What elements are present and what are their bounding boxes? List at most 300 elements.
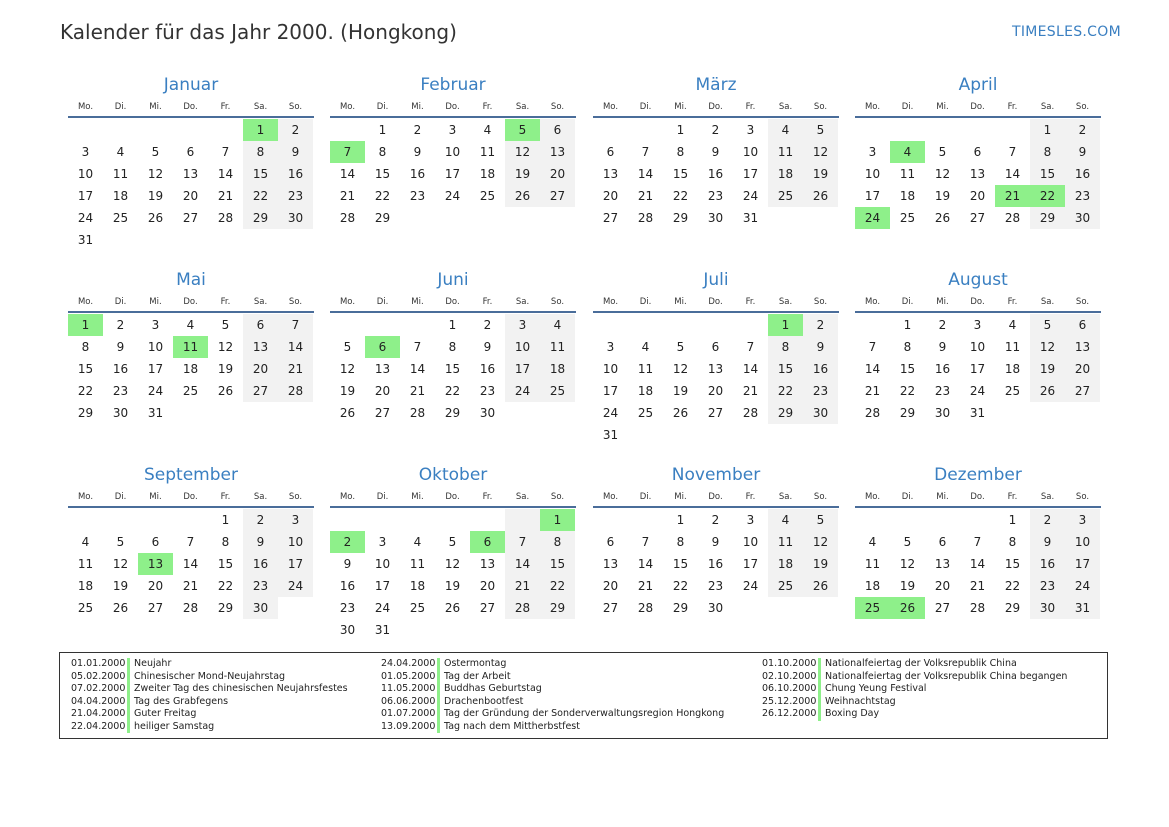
day-cell[interactable]: 5: [343, 340, 352, 354]
day-cell[interactable]: 9: [711, 145, 720, 159]
day-cell[interactable]: 2: [116, 318, 125, 332]
day-cell[interactable]: 27: [602, 211, 619, 225]
day-cell[interactable]: 24: [742, 579, 759, 593]
day-cell[interactable]: 16: [112, 362, 129, 376]
day-cell[interactable]: 14: [742, 362, 759, 376]
holiday-day-cell[interactable]: 25: [855, 597, 890, 619]
day-cell[interactable]: 25: [77, 601, 94, 615]
day-cell[interactable]: 6: [973, 145, 982, 159]
day-cell[interactable]: 13: [934, 557, 951, 571]
day-cell[interactable]: 30: [803, 402, 838, 424]
day-cell[interactable]: 21: [217, 189, 234, 203]
day-cell[interactable]: 17: [602, 384, 619, 398]
day-cell[interactable]: 24: [602, 406, 619, 420]
day-cell[interactable]: 20: [479, 579, 496, 593]
day-cell[interactable]: 16: [278, 163, 313, 185]
day-cell[interactable]: 23: [112, 384, 129, 398]
day-cell[interactable]: 21: [637, 579, 654, 593]
day-cell[interactable]: 12: [934, 167, 951, 181]
holiday-day-cell[interactable]: 24: [855, 207, 890, 229]
day-cell[interactable]: 13: [374, 362, 391, 376]
day-cell[interactable]: 16: [339, 579, 356, 593]
day-cell[interactable]: 1: [448, 318, 457, 332]
day-cell[interactable]: 16: [803, 358, 838, 380]
day-cell[interactable]: 28: [182, 601, 199, 615]
day-cell[interactable]: 5: [803, 509, 838, 531]
day-cell[interactable]: 3: [151, 318, 160, 332]
day-cell[interactable]: 20: [602, 579, 619, 593]
day-cell[interactable]: 18: [864, 579, 881, 593]
day-cell[interactable]: 22: [374, 189, 391, 203]
holiday-day-cell[interactable]: 26: [890, 597, 925, 619]
day-cell[interactable]: 29: [1004, 601, 1021, 615]
day-cell[interactable]: 3: [378, 535, 387, 549]
day-cell[interactable]: 4: [413, 535, 422, 549]
day-cell[interactable]: 18: [409, 579, 426, 593]
day-cell[interactable]: 8: [768, 336, 803, 358]
day-cell[interactable]: 22: [899, 384, 916, 398]
day-cell[interactable]: 19: [1030, 358, 1065, 380]
day-cell[interactable]: 11: [540, 336, 575, 358]
day-cell[interactable]: 11: [637, 362, 654, 376]
day-cell[interactable]: 18: [112, 189, 129, 203]
day-cell[interactable]: 24: [278, 575, 313, 597]
day-cell[interactable]: 17: [444, 167, 461, 181]
day-cell[interactable]: 2: [803, 314, 838, 336]
day-cell[interactable]: 22: [540, 575, 575, 597]
day-cell[interactable]: 3: [505, 314, 540, 336]
day-cell[interactable]: 7: [868, 340, 877, 354]
day-cell[interactable]: 4: [868, 535, 877, 549]
day-cell[interactable]: 2: [711, 513, 720, 527]
day-cell[interactable]: 6: [938, 535, 947, 549]
day-cell[interactable]: 16: [1065, 163, 1100, 185]
day-cell[interactable]: 19: [672, 384, 689, 398]
day-cell[interactable]: 6: [606, 145, 615, 159]
day-cell[interactable]: 29: [672, 601, 689, 615]
day-cell[interactable]: 31: [77, 233, 94, 247]
day-cell[interactable]: 4: [186, 318, 195, 332]
day-cell[interactable]: 17: [77, 189, 94, 203]
day-cell[interactable]: 5: [448, 535, 457, 549]
day-cell[interactable]: 8: [1008, 535, 1017, 549]
day-cell[interactable]: 16: [1030, 553, 1065, 575]
day-cell[interactable]: 29: [540, 597, 575, 619]
day-cell[interactable]: 11: [899, 167, 916, 181]
day-cell[interactable]: 27: [1065, 380, 1100, 402]
day-cell[interactable]: 4: [116, 145, 125, 159]
day-cell[interactable]: 13: [969, 167, 986, 181]
day-cell[interactable]: 12: [803, 531, 838, 553]
day-cell[interactable]: 28: [637, 211, 654, 225]
day-cell[interactable]: 27: [182, 211, 199, 225]
day-cell[interactable]: 31: [969, 406, 986, 420]
day-cell[interactable]: 12: [505, 141, 540, 163]
day-cell[interactable]: 7: [278, 314, 313, 336]
day-cell[interactable]: 25: [409, 601, 426, 615]
day-cell[interactable]: 10: [147, 340, 164, 354]
day-cell[interactable]: 20: [1065, 358, 1100, 380]
day-cell[interactable]: 18: [899, 189, 916, 203]
day-cell[interactable]: 26: [934, 211, 951, 225]
day-cell[interactable]: 15: [899, 362, 916, 376]
day-cell[interactable]: 25: [479, 189, 496, 203]
day-cell[interactable]: 21: [637, 189, 654, 203]
day-cell[interactable]: 29: [444, 406, 461, 420]
day-cell[interactable]: 25: [540, 380, 575, 402]
day-cell[interactable]: 30: [112, 406, 129, 420]
day-cell[interactable]: 24: [1065, 575, 1100, 597]
day-cell[interactable]: 23: [934, 384, 951, 398]
day-cell[interactable]: 10: [278, 531, 313, 553]
day-cell[interactable]: 26: [339, 406, 356, 420]
day-cell[interactable]: 22: [672, 579, 689, 593]
day-cell[interactable]: 2: [243, 509, 278, 531]
day-cell[interactable]: 16: [479, 362, 496, 376]
day-cell[interactable]: 26: [147, 211, 164, 225]
day-cell[interactable]: 4: [768, 509, 803, 531]
holiday-day-cell[interactable]: 13: [138, 553, 173, 575]
day-cell[interactable]: 7: [221, 145, 230, 159]
day-cell[interactable]: 7: [1008, 145, 1017, 159]
day-cell[interactable]: 29: [672, 211, 689, 225]
day-cell[interactable]: 6: [151, 535, 160, 549]
day-cell[interactable]: 13: [479, 557, 496, 571]
day-cell[interactable]: 10: [742, 145, 759, 159]
day-cell[interactable]: 7: [505, 531, 540, 553]
day-cell[interactable]: 15: [540, 553, 575, 575]
day-cell[interactable]: 9: [116, 340, 125, 354]
day-cell[interactable]: 30: [934, 406, 951, 420]
day-cell[interactable]: 19: [505, 163, 540, 185]
day-cell[interactable]: 9: [938, 340, 947, 354]
day-cell[interactable]: 14: [278, 336, 313, 358]
day-cell[interactable]: 16: [707, 167, 724, 181]
day-cell[interactable]: 19: [147, 189, 164, 203]
day-cell[interactable]: 19: [803, 163, 838, 185]
day-cell[interactable]: 17: [864, 189, 881, 203]
day-cell[interactable]: 18: [768, 163, 803, 185]
day-cell[interactable]: 19: [339, 384, 356, 398]
day-cell[interactable]: 12: [672, 362, 689, 376]
day-cell[interactable]: 12: [444, 557, 461, 571]
day-cell[interactable]: 1: [676, 513, 685, 527]
day-cell[interactable]: 8: [243, 141, 278, 163]
day-cell[interactable]: 25: [112, 211, 129, 225]
day-cell[interactable]: 11: [409, 557, 426, 571]
day-cell[interactable]: 21: [182, 579, 199, 593]
day-cell[interactable]: 11: [864, 557, 881, 571]
day-cell[interactable]: 26: [217, 384, 234, 398]
day-cell[interactable]: 29: [768, 402, 803, 424]
day-cell[interactable]: 15: [768, 358, 803, 380]
holiday-day-cell[interactable]: 11: [173, 336, 208, 358]
day-cell[interactable]: 10: [969, 340, 986, 354]
day-cell[interactable]: 20: [707, 384, 724, 398]
day-cell[interactable]: 2: [413, 123, 422, 137]
day-cell[interactable]: 19: [803, 553, 838, 575]
day-cell[interactable]: 8: [81, 340, 90, 354]
day-cell[interactable]: 20: [182, 189, 199, 203]
day-cell[interactable]: 18: [1004, 362, 1021, 376]
brand-link[interactable]: TIMESLES.COM: [1012, 24, 1121, 40]
day-cell[interactable]: 21: [339, 189, 356, 203]
day-cell[interactable]: 13: [1065, 336, 1100, 358]
day-cell[interactable]: 25: [637, 406, 654, 420]
holiday-day-cell[interactable]: 1: [68, 314, 103, 336]
day-cell[interactable]: 17: [742, 167, 759, 181]
day-cell[interactable]: 3: [81, 145, 90, 159]
day-cell[interactable]: 11: [112, 167, 129, 181]
day-cell[interactable]: 17: [742, 557, 759, 571]
day-cell[interactable]: 7: [186, 535, 195, 549]
day-cell[interactable]: 14: [637, 557, 654, 571]
day-cell[interactable]: 13: [602, 557, 619, 571]
day-cell[interactable]: 10: [602, 362, 619, 376]
holiday-day-cell[interactable]: 6: [365, 336, 400, 358]
day-cell[interactable]: 19: [934, 189, 951, 203]
day-cell[interactable]: 4: [483, 123, 492, 137]
day-cell[interactable]: 27: [243, 380, 278, 402]
day-cell[interactable]: 4: [641, 340, 650, 354]
day-cell[interactable]: 4: [81, 535, 90, 549]
day-cell[interactable]: 31: [374, 623, 391, 637]
day-cell[interactable]: 21: [864, 384, 881, 398]
day-cell[interactable]: 12: [803, 141, 838, 163]
day-cell[interactable]: 20: [147, 579, 164, 593]
day-cell[interactable]: 22: [77, 384, 94, 398]
day-cell[interactable]: 26: [112, 601, 129, 615]
day-cell[interactable]: 29: [217, 601, 234, 615]
holiday-day-cell[interactable]: 6: [470, 531, 505, 553]
day-cell[interactable]: 9: [243, 531, 278, 553]
day-cell[interactable]: 21: [969, 579, 986, 593]
day-cell[interactable]: 16: [934, 362, 951, 376]
day-cell[interactable]: 9: [413, 145, 422, 159]
day-cell[interactable]: 8: [1030, 141, 1065, 163]
day-cell[interactable]: 3: [278, 509, 313, 531]
day-cell[interactable]: 27: [934, 601, 951, 615]
day-cell[interactable]: 25: [768, 575, 803, 597]
holiday-day-cell[interactable]: 1: [768, 314, 803, 336]
day-cell[interactable]: 26: [803, 575, 838, 597]
day-cell[interactable]: 7: [641, 145, 650, 159]
day-cell[interactable]: 2: [1065, 119, 1100, 141]
day-cell[interactable]: 2: [1030, 509, 1065, 531]
day-cell[interactable]: 5: [1030, 314, 1065, 336]
day-cell[interactable]: 3: [448, 123, 457, 137]
day-cell[interactable]: 3: [1065, 509, 1100, 531]
day-cell[interactable]: 9: [343, 557, 352, 571]
day-cell[interactable]: 26: [803, 185, 838, 207]
holiday-day-cell[interactable]: 5: [505, 119, 540, 141]
day-cell[interactable]: 29: [374, 211, 391, 225]
day-cell[interactable]: 17: [1065, 553, 1100, 575]
day-cell[interactable]: 15: [77, 362, 94, 376]
day-cell[interactable]: 10: [505, 336, 540, 358]
day-cell[interactable]: 12: [147, 167, 164, 181]
day-cell[interactable]: 9: [711, 535, 720, 549]
day-cell[interactable]: 8: [221, 535, 230, 549]
day-cell[interactable]: 16: [409, 167, 426, 181]
day-cell[interactable]: 23: [707, 579, 724, 593]
day-cell[interactable]: 26: [672, 406, 689, 420]
day-cell[interactable]: 6: [186, 145, 195, 159]
day-cell[interactable]: 4: [1008, 318, 1017, 332]
day-cell[interactable]: 2: [711, 123, 720, 137]
day-cell[interactable]: 24: [505, 380, 540, 402]
day-cell[interactable]: 6: [606, 535, 615, 549]
holiday-day-cell[interactable]: 1: [243, 119, 278, 141]
day-cell[interactable]: 15: [672, 557, 689, 571]
day-cell[interactable]: 8: [676, 145, 685, 159]
day-cell[interactable]: 3: [746, 123, 755, 137]
day-cell[interactable]: 18: [768, 553, 803, 575]
day-cell[interactable]: 24: [147, 384, 164, 398]
day-cell[interactable]: 9: [1065, 141, 1100, 163]
day-cell[interactable]: 28: [742, 406, 759, 420]
day-cell[interactable]: 17: [278, 553, 313, 575]
day-cell[interactable]: 24: [444, 189, 461, 203]
day-cell[interactable]: 9: [803, 336, 838, 358]
day-cell[interactable]: 28: [278, 380, 313, 402]
day-cell[interactable]: 31: [602, 428, 619, 442]
day-cell[interactable]: 17: [374, 579, 391, 593]
day-cell[interactable]: 18: [637, 384, 654, 398]
day-cell[interactable]: 9: [483, 340, 492, 354]
day-cell[interactable]: 23: [707, 189, 724, 203]
day-cell[interactable]: 1: [221, 513, 230, 527]
day-cell[interactable]: 15: [217, 557, 234, 571]
day-cell[interactable]: 28: [1004, 211, 1021, 225]
day-cell[interactable]: 15: [1004, 557, 1021, 571]
day-cell[interactable]: 8: [448, 340, 457, 354]
day-cell[interactable]: 3: [868, 145, 877, 159]
day-cell[interactable]: 16: [707, 557, 724, 571]
day-cell[interactable]: 30: [1065, 207, 1100, 229]
holiday-day-cell[interactable]: 1: [540, 509, 575, 531]
day-cell[interactable]: 15: [444, 362, 461, 376]
day-cell[interactable]: 28: [409, 406, 426, 420]
day-cell[interactable]: 11: [768, 141, 803, 163]
day-cell[interactable]: 27: [374, 406, 391, 420]
day-cell[interactable]: 1: [1008, 513, 1017, 527]
day-cell[interactable]: 21: [505, 575, 540, 597]
day-cell[interactable]: 30: [479, 406, 496, 420]
day-cell[interactable]: 15: [672, 167, 689, 181]
day-cell[interactable]: 29: [899, 406, 916, 420]
day-cell[interactable]: 28: [864, 406, 881, 420]
day-cell[interactable]: 5: [903, 535, 912, 549]
day-cell[interactable]: 7: [973, 535, 982, 549]
day-cell[interactable]: 9: [278, 141, 313, 163]
day-cell[interactable]: 20: [540, 163, 575, 185]
day-cell[interactable]: 13: [707, 362, 724, 376]
day-cell[interactable]: 24: [742, 189, 759, 203]
day-cell[interactable]: 5: [676, 340, 685, 354]
day-cell[interactable]: 1: [676, 123, 685, 137]
day-cell[interactable]: 4: [768, 119, 803, 141]
day-cell[interactable]: 12: [899, 557, 916, 571]
day-cell[interactable]: 15: [374, 167, 391, 181]
day-cell[interactable]: 13: [182, 167, 199, 181]
day-cell[interactable]: 20: [934, 579, 951, 593]
day-cell[interactable]: 25: [899, 211, 916, 225]
day-cell[interactable]: 18: [77, 579, 94, 593]
day-cell[interactable]: 12: [339, 362, 356, 376]
day-cell[interactable]: 20: [374, 384, 391, 398]
day-cell[interactable]: 20: [243, 358, 278, 380]
day-cell[interactable]: 7: [746, 340, 755, 354]
day-cell[interactable]: 11: [1004, 340, 1021, 354]
day-cell[interactable]: 29: [77, 406, 94, 420]
day-cell[interactable]: 19: [112, 579, 129, 593]
day-cell[interactable]: 23: [803, 380, 838, 402]
day-cell[interactable]: 27: [540, 185, 575, 207]
day-cell[interactable]: 24: [969, 384, 986, 398]
day-cell[interactable]: 11: [479, 145, 496, 159]
day-cell[interactable]: 31: [742, 211, 759, 225]
day-cell[interactable]: 14: [505, 553, 540, 575]
day-cell[interactable]: 30: [707, 211, 724, 225]
day-cell[interactable]: 10: [374, 557, 391, 571]
day-cell[interactable]: 10: [1065, 531, 1100, 553]
day-cell[interactable]: 19: [899, 579, 916, 593]
day-cell[interactable]: 5: [116, 535, 125, 549]
day-cell[interactable]: 2: [938, 318, 947, 332]
day-cell[interactable]: 23: [1065, 185, 1100, 207]
day-cell[interactable]: 11: [768, 531, 803, 553]
day-cell[interactable]: 12: [112, 557, 129, 571]
holiday-day-cell[interactable]: 2: [330, 531, 365, 553]
day-cell[interactable]: 9: [1030, 531, 1065, 553]
day-cell[interactable]: 14: [409, 362, 426, 376]
day-cell[interactable]: 12: [217, 340, 234, 354]
day-cell[interactable]: 31: [147, 406, 164, 420]
day-cell[interactable]: 28: [339, 211, 356, 225]
holiday-day-cell[interactable]: 21: [995, 185, 1030, 207]
day-cell[interactable]: 28: [505, 597, 540, 619]
day-cell[interactable]: 13: [243, 336, 278, 358]
day-cell[interactable]: 25: [182, 384, 199, 398]
day-cell[interactable]: 22: [768, 380, 803, 402]
day-cell[interactable]: 14: [182, 557, 199, 571]
day-cell[interactable]: 21: [278, 358, 313, 380]
day-cell[interactable]: 27: [707, 406, 724, 420]
day-cell[interactable]: 8: [540, 531, 575, 553]
day-cell[interactable]: 10: [77, 167, 94, 181]
day-cell[interactable]: 10: [742, 535, 759, 549]
day-cell[interactable]: 27: [147, 601, 164, 615]
day-cell[interactable]: 29: [243, 207, 278, 229]
day-cell[interactable]: 5: [803, 119, 838, 141]
day-cell[interactable]: 6: [243, 314, 278, 336]
day-cell[interactable]: 31: [1065, 597, 1100, 619]
day-cell[interactable]: 14: [1004, 167, 1021, 181]
day-cell[interactable]: 13: [602, 167, 619, 181]
day-cell[interactable]: 1: [378, 123, 387, 137]
day-cell[interactable]: 7: [413, 340, 422, 354]
day-cell[interactable]: 30: [278, 207, 313, 229]
day-cell[interactable]: 25: [768, 185, 803, 207]
day-cell[interactable]: 17: [505, 358, 540, 380]
day-cell[interactable]: 20: [602, 189, 619, 203]
day-cell[interactable]: 3: [746, 513, 755, 527]
day-cell[interactable]: 6: [540, 119, 575, 141]
day-cell[interactable]: 27: [479, 601, 496, 615]
day-cell[interactable]: 22: [217, 579, 234, 593]
day-cell[interactable]: 14: [864, 362, 881, 376]
